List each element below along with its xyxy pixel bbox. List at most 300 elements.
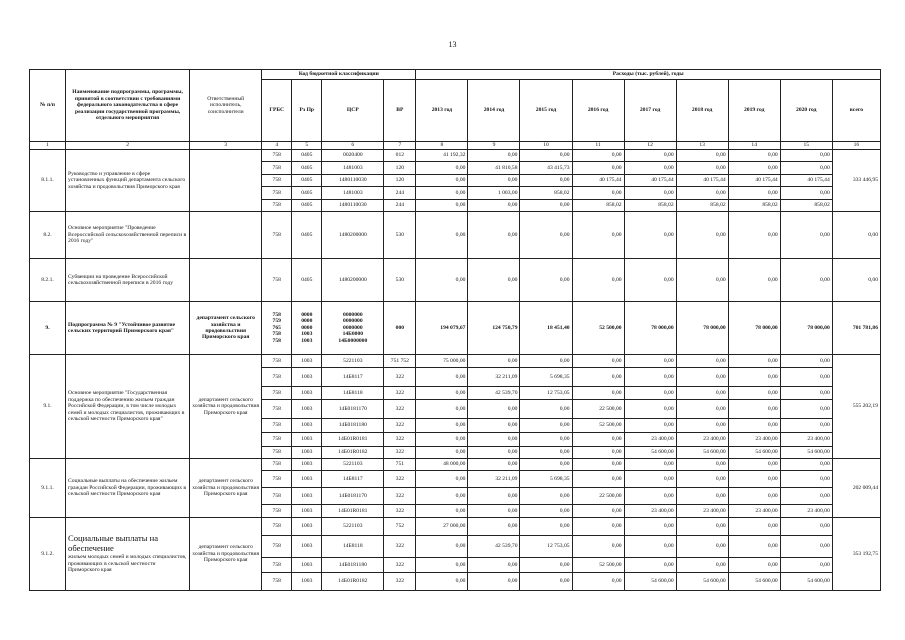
year-value: 0,00 [572, 433, 624, 447]
year-value: 23 400,00 [676, 433, 728, 447]
rzpr-cell: 1003 [292, 433, 322, 447]
year-value: 78 000,00 [676, 302, 728, 355]
row-total: 555 202,19 [832, 355, 880, 459]
year-value: 0,00 [416, 212, 468, 259]
year-value: 0,00 [624, 368, 676, 387]
year-value: 12 753,05 [520, 536, 572, 558]
year-value: 0,00 [520, 175, 572, 187]
row-responsible: департамент сельского хозяйства и продовольствия Приморского края [190, 302, 262, 355]
grbs-cell: 758 [262, 573, 292, 591]
vr-cell: 322 [384, 488, 416, 505]
year-value: 0,00 [416, 536, 468, 558]
csr-cell: 1480110030 [322, 200, 384, 212]
csr-cell: 14Б0181180 [322, 558, 384, 573]
rzpr-cell: 1003 [292, 459, 322, 471]
year-value: 0,00 [468, 573, 520, 591]
year-value: 0,00 [416, 259, 468, 302]
year-value: 0,00 [780, 518, 832, 536]
year-value: 0,00 [728, 536, 780, 558]
header-rzpr: Рз Пр [292, 80, 322, 142]
column-numbers-row [30, 142, 881, 150]
rzpr-cell: 1003 [292, 368, 322, 387]
year-value: 0,00 [468, 212, 520, 259]
vr-cell: 322 [384, 573, 416, 591]
year-value: 0,00 [624, 355, 676, 368]
year-value: 0,00 [468, 259, 520, 302]
row-responsible [190, 259, 262, 302]
year-value: 0,00 [624, 387, 676, 400]
header-2013: 2013 год [416, 80, 468, 142]
code-value: 0000000 [343, 324, 363, 331]
csr-cell: 14Б8118 [322, 387, 384, 400]
table-row [30, 150, 881, 162]
rzpr-cell: 1003 [292, 536, 322, 558]
rzpr-cell: 1003 [292, 488, 322, 505]
year-value: 0,00 [572, 355, 624, 368]
year-value: 0,00 [572, 447, 624, 459]
year-value: 54 600,00 [676, 447, 728, 459]
year-value: 54 600,00 [780, 447, 832, 459]
year-value: 124 750,79 [468, 302, 520, 355]
header-csr: ЦСР [322, 80, 384, 142]
csr-cell: 14Б01R0181 [322, 505, 384, 518]
grbs-cell: 758 [262, 150, 292, 162]
year-value: 0,00 [780, 368, 832, 387]
year-value: 43 415,73 [520, 162, 572, 175]
code-value: 0000000 [343, 311, 363, 318]
header-num: № п/п [30, 70, 66, 142]
grbs-cell: 758 [262, 505, 292, 518]
year-value: 0,00 [468, 433, 520, 447]
year-value: 0,00 [416, 419, 468, 433]
year-value: 0,00 [416, 162, 468, 175]
year-value: 54 600,00 [676, 573, 728, 591]
grbs-cell: 758 [262, 447, 292, 459]
header-2017: 2017 год [624, 80, 676, 142]
header-code-group: Код бюджетной классификации [262, 70, 416, 80]
year-value: 42 539,70 [468, 536, 520, 558]
year-value: 0,00 [780, 488, 832, 505]
year-value: 0,00 [780, 459, 832, 471]
year-value: 0,00 [468, 150, 520, 162]
year-value: 0,00 [416, 471, 468, 488]
vr-cell: 322 [384, 368, 416, 387]
row-number: 9.1. [30, 355, 66, 459]
year-value: 0,00 [572, 187, 624, 200]
vr-cell: 322 [384, 400, 416, 419]
year-value: 0,00 [676, 150, 728, 162]
year-value: 23 400,00 [624, 433, 676, 447]
year-value: 0,00 [780, 212, 832, 259]
year-value: 0,00 [468, 200, 520, 212]
table-row [30, 302, 881, 355]
year-value: 78 000,00 [728, 302, 780, 355]
year-value: 0,00 [416, 447, 468, 459]
year-value: 0,00 [468, 459, 520, 471]
grbs-cell: 758 [262, 459, 292, 471]
header-name: Наименование подпрограммы, программы, принятой в соответствии с требованиями федерального законодательства в сфере реализации государственной программы, отдельного мероприятия [66, 70, 190, 142]
row-name [66, 355, 190, 459]
year-value: 22 500,00 [572, 488, 624, 505]
year-value: 40 175,44 [572, 175, 624, 187]
year-value: 0,00 [780, 558, 832, 573]
year-value: 194 079,67 [416, 302, 468, 355]
year-value: 0,00 [520, 505, 572, 518]
table-row [30, 212, 881, 259]
rzpr-cell: 0405 [292, 175, 322, 187]
csr-cell: 14Б01R0182 [322, 447, 384, 459]
csr-cell: 14Б01R0181 [322, 433, 384, 447]
year-value: 5 698,35 [520, 368, 572, 387]
year-value: 23 400,00 [780, 433, 832, 447]
rzpr-cell: 0405 [292, 150, 322, 162]
year-value: 858,02 [624, 200, 676, 212]
year-value: 23 400,00 [676, 505, 728, 518]
year-value: 0,00 [728, 558, 780, 573]
column-number: 16 [832, 142, 880, 150]
year-value: 0,00 [520, 150, 572, 162]
year-value: 0,00 [520, 447, 572, 459]
table-row [30, 518, 881, 536]
year-value: 0,00 [624, 518, 676, 536]
year-value: 0,00 [728, 387, 780, 400]
year-value: 0,00 [468, 419, 520, 433]
year-value: 52 500,00 [572, 558, 624, 573]
year-value: 0,00 [728, 368, 780, 387]
year-value: 0,00 [416, 187, 468, 200]
year-value: 0,00 [728, 459, 780, 471]
header-expense-group: Расходы (тыс. рублей), годы [416, 70, 881, 80]
grbs-cell: 758 [262, 187, 292, 200]
year-value: 0,00 [624, 259, 676, 302]
header-2014: 2014 год [468, 80, 520, 142]
rzpr-cell: 0405 [292, 162, 322, 175]
year-value: 41 810,58 [468, 162, 520, 175]
vr-cell: 322 [384, 558, 416, 573]
column-number: 10 [520, 142, 572, 150]
vr-cell: 012 [384, 150, 416, 162]
row-total: 0,00 [832, 212, 880, 259]
csr-cell: 1481003 [322, 162, 384, 175]
csr-cell: 14Б0181180 [322, 419, 384, 433]
csr-cell: 14Б0181170 [322, 400, 384, 419]
year-value: 0,00 [468, 518, 520, 536]
vr-cell: 322 [384, 419, 416, 433]
code-value: 765 [272, 324, 281, 331]
column-number: 11 [572, 142, 624, 150]
row-name-text: жильем молодых семей и молодых специалистов, проживающих в сельской местности Приморского края [68, 554, 187, 574]
year-value: 0,00 [468, 355, 520, 368]
year-value: 0,00 [624, 212, 676, 259]
year-value: 0,00 [416, 368, 468, 387]
year-value: 0,00 [624, 488, 676, 505]
year-value: 858,02 [520, 187, 572, 200]
csr-cell: 1481003 [322, 187, 384, 200]
year-value: 0,00 [676, 400, 728, 419]
year-value: 54 600,00 [728, 447, 780, 459]
grbs-cell: 758 [262, 387, 292, 400]
code-value: 759 [272, 318, 281, 325]
year-value: 0,00 [676, 536, 728, 558]
row-name-text: Социальные выплаты на обеспечение жильем граждан Российской Федерации, проживающих в сельской местности Приморского края [68, 478, 187, 498]
vr-cell: 752 [384, 518, 416, 536]
year-value: 0,00 [676, 419, 728, 433]
row-total: 701 781,86 [832, 302, 880, 355]
year-value: 0,00 [572, 387, 624, 400]
year-value: 0,00 [780, 387, 832, 400]
year-value: 0,00 [468, 505, 520, 518]
year-value: 40 175,44 [728, 175, 780, 187]
year-value: 0,00 [468, 175, 520, 187]
year-value: 1 003,00 [468, 187, 520, 200]
rzpr-cell: 1003 [292, 447, 322, 459]
csr-cell: 1480200000 [322, 212, 384, 259]
year-value: 0,00 [624, 459, 676, 471]
code-value: 0000 [301, 311, 313, 318]
year-value: 858,02 [572, 200, 624, 212]
csr-cell: 5221103 [322, 518, 384, 536]
row-number: 8.2. [30, 212, 66, 259]
vr-cell: 322 [384, 447, 416, 459]
page-number: 13 [448, 40, 457, 49]
row-total: 202 009,44 [832, 459, 880, 518]
year-value: 22 500,00 [572, 400, 624, 419]
row-number: 8.1.1. [30, 150, 66, 212]
vr-cell: 000 [384, 302, 416, 355]
year-value: 0,00 [676, 459, 728, 471]
year-value: 0,00 [416, 433, 468, 447]
grbs-cell: 758 [262, 162, 292, 175]
year-value: 0,00 [416, 488, 468, 505]
row-responsible [190, 212, 262, 259]
row-name [66, 518, 190, 591]
year-value: 52 500,00 [572, 419, 624, 433]
column-number: 3 [190, 142, 262, 150]
header-vr: ВР [384, 80, 416, 142]
year-value: 0,00 [520, 488, 572, 505]
csr-cell: 14Б8117 [322, 368, 384, 387]
vr-cell: 751 [384, 459, 416, 471]
code-value: 1003 [301, 337, 313, 344]
code-stack-csr [322, 302, 384, 355]
code-value: 0000 [301, 318, 313, 325]
year-value: 0,00 [572, 212, 624, 259]
grbs-cell: 758 [262, 518, 292, 536]
budget-table [29, 69, 881, 591]
column-number: 4 [262, 142, 292, 150]
column-number: 7 [384, 142, 416, 150]
year-value: 12 753,05 [520, 387, 572, 400]
year-value: 0,00 [572, 259, 624, 302]
vr-cell: 322 [384, 536, 416, 558]
year-value: 0,00 [624, 471, 676, 488]
year-value: 27 000,00 [416, 518, 468, 536]
column-number: 12 [624, 142, 676, 150]
year-value: 0,00 [416, 400, 468, 419]
year-value: 0,00 [572, 573, 624, 591]
column-number: 5 [292, 142, 322, 150]
year-value: 0,00 [572, 471, 624, 488]
year-value: 0,00 [728, 471, 780, 488]
year-value: 41 192,32 [416, 150, 468, 162]
code-value: 14Б0000000 [338, 337, 368, 344]
year-value: 0,00 [416, 505, 468, 518]
year-value: 0,00 [676, 488, 728, 505]
code-value: 0000 [301, 324, 313, 331]
year-value: 0,00 [728, 419, 780, 433]
grbs-cell: 758 [262, 212, 292, 259]
year-value: 0,00 [676, 187, 728, 200]
header-2019: 2019 год [728, 80, 780, 142]
code-value: 14Б0000 [342, 331, 364, 338]
vr-cell: 322 [384, 387, 416, 400]
row-name [66, 459, 190, 518]
year-value: 0,00 [780, 355, 832, 368]
year-value: 0,00 [676, 558, 728, 573]
row-number: 9.1.1. [30, 459, 66, 518]
year-value: 40 175,44 [624, 175, 676, 187]
year-value: 40 175,44 [676, 175, 728, 187]
vr-cell: 322 [384, 433, 416, 447]
year-value: 0,00 [728, 150, 780, 162]
year-value: 0,00 [676, 259, 728, 302]
rzpr-cell: 1003 [292, 558, 322, 573]
row-name-text: Основное мероприятие "Проведение Всероссийской сельскохозяйственной переписи в 2016 году" [68, 225, 187, 245]
rzpr-cell: 0405 [292, 200, 322, 212]
year-value: 0,00 [520, 259, 572, 302]
vr-cell: 530 [384, 259, 416, 302]
column-number: 13 [676, 142, 728, 150]
year-value: 0,00 [728, 259, 780, 302]
code-value: 758 [272, 331, 281, 338]
year-value: 75 000,00 [416, 355, 468, 368]
row-name-text: Основное мероприятие "Государственная поддержка по обеспечению жильем граждан Российской Федерации, в том числе молодых семей и молодых специалистов, проживающих в сельской местности Приморского края" [68, 390, 185, 423]
year-value: 0,00 [676, 387, 728, 400]
row-responsible [190, 150, 262, 212]
year-value: 23 400,00 [728, 505, 780, 518]
year-value: 0,00 [572, 536, 624, 558]
header-2020: 2020 год [780, 80, 832, 142]
code-stack-grbs [262, 302, 292, 355]
header-2015: 2015 год [520, 80, 572, 142]
vr-cell: 244 [384, 187, 416, 200]
year-value: 23 400,00 [728, 433, 780, 447]
row-number: 9. [30, 302, 66, 355]
rzpr-cell: 1003 [292, 505, 322, 518]
year-value: 0,00 [728, 355, 780, 368]
csr-cell: 14Б8117 [322, 471, 384, 488]
year-value: 78 000,00 [624, 302, 676, 355]
year-value: 0,00 [780, 471, 832, 488]
year-value: 0,00 [728, 162, 780, 175]
year-value: 0,00 [520, 573, 572, 591]
code-stack-rzpr [292, 302, 322, 355]
year-value: 0,00 [676, 162, 728, 175]
year-value: 5 698,35 [520, 471, 572, 488]
year-value: 0,00 [520, 355, 572, 368]
year-value: 40 175,44 [780, 175, 832, 187]
year-value: 54 600,00 [624, 573, 676, 591]
vr-cell: 120 [384, 175, 416, 187]
year-value: 0,00 [624, 419, 676, 433]
year-value: 0,00 [728, 488, 780, 505]
year-value: 0,00 [728, 400, 780, 419]
year-value: 0,00 [416, 200, 468, 212]
row-name [66, 212, 190, 259]
year-value: 0,00 [468, 558, 520, 573]
rzpr-cell: 1003 [292, 419, 322, 433]
year-value: 0,00 [676, 471, 728, 488]
grbs-cell: 758 [262, 488, 292, 505]
year-value: 0,00 [780, 150, 832, 162]
row-responsible: департамент сельского хозяйства и продовольствия Приморского края [190, 518, 262, 591]
year-value: 54 600,00 [728, 573, 780, 591]
csr-cell: 1480110030 [322, 175, 384, 187]
grbs-cell: 758 [262, 200, 292, 212]
year-value: 54 600,00 [624, 447, 676, 459]
vr-cell: 322 [384, 505, 416, 518]
grbs-cell: 758 [262, 558, 292, 573]
csr-cell: 0020400 [322, 150, 384, 162]
grbs-cell: 758 [262, 355, 292, 368]
year-value: 0,00 [676, 355, 728, 368]
grbs-cell: 758 [262, 175, 292, 187]
vr-cell: 751 752 [384, 355, 416, 368]
year-value: 0,00 [416, 175, 468, 187]
year-value: 0,00 [572, 505, 624, 518]
year-value: 858,02 [780, 200, 832, 212]
rzpr-cell: 1003 [292, 355, 322, 368]
year-value: 23 400,00 [624, 505, 676, 518]
row-number: 8.2.1. [30, 259, 66, 302]
rzpr-cell: 1003 [292, 573, 322, 591]
year-value: 0,00 [728, 518, 780, 536]
year-value: 0,00 [572, 368, 624, 387]
year-value: 0,00 [624, 187, 676, 200]
year-value: 18 451,40 [520, 302, 572, 355]
year-value: 0,00 [780, 419, 832, 433]
year-value: 0,00 [572, 459, 624, 471]
year-value: 32 211,09 [468, 368, 520, 387]
row-total: 353 192,75 [832, 518, 880, 591]
row-total: 333 446,95 [832, 150, 880, 212]
vr-cell: 244 [384, 200, 416, 212]
column-number: 9 [468, 142, 520, 150]
rzpr-cell: 0405 [292, 212, 322, 259]
year-value: 0,00 [676, 212, 728, 259]
year-value: 0,00 [468, 488, 520, 505]
csr-cell: 14Б01R0182 [322, 573, 384, 591]
year-value: 0,00 [416, 387, 468, 400]
row-name: Подпрограмма № 9 "Устойчивое развитие сельских территорий Приморского края" [66, 302, 190, 355]
header-responsible: Ответственный исполнитель, соисполнители [190, 70, 262, 142]
year-value: 0,00 [468, 400, 520, 419]
csr-cell: 1480200000 [322, 259, 384, 302]
year-value: 48 000,00 [416, 459, 468, 471]
code-value: 1003 [301, 331, 313, 338]
csr-cell: 14Б0181170 [322, 488, 384, 505]
year-value: 0,00 [520, 558, 572, 573]
year-value: 0,00 [624, 558, 676, 573]
column-number: 8 [416, 142, 468, 150]
year-value: 0,00 [780, 259, 832, 302]
column-number: 2 [66, 142, 190, 150]
column-number: 14 [728, 142, 780, 150]
code-value: 758 [272, 311, 281, 318]
rzpr-cell: 1003 [292, 387, 322, 400]
year-value: 0,00 [780, 162, 832, 175]
year-value: 0,00 [416, 558, 468, 573]
